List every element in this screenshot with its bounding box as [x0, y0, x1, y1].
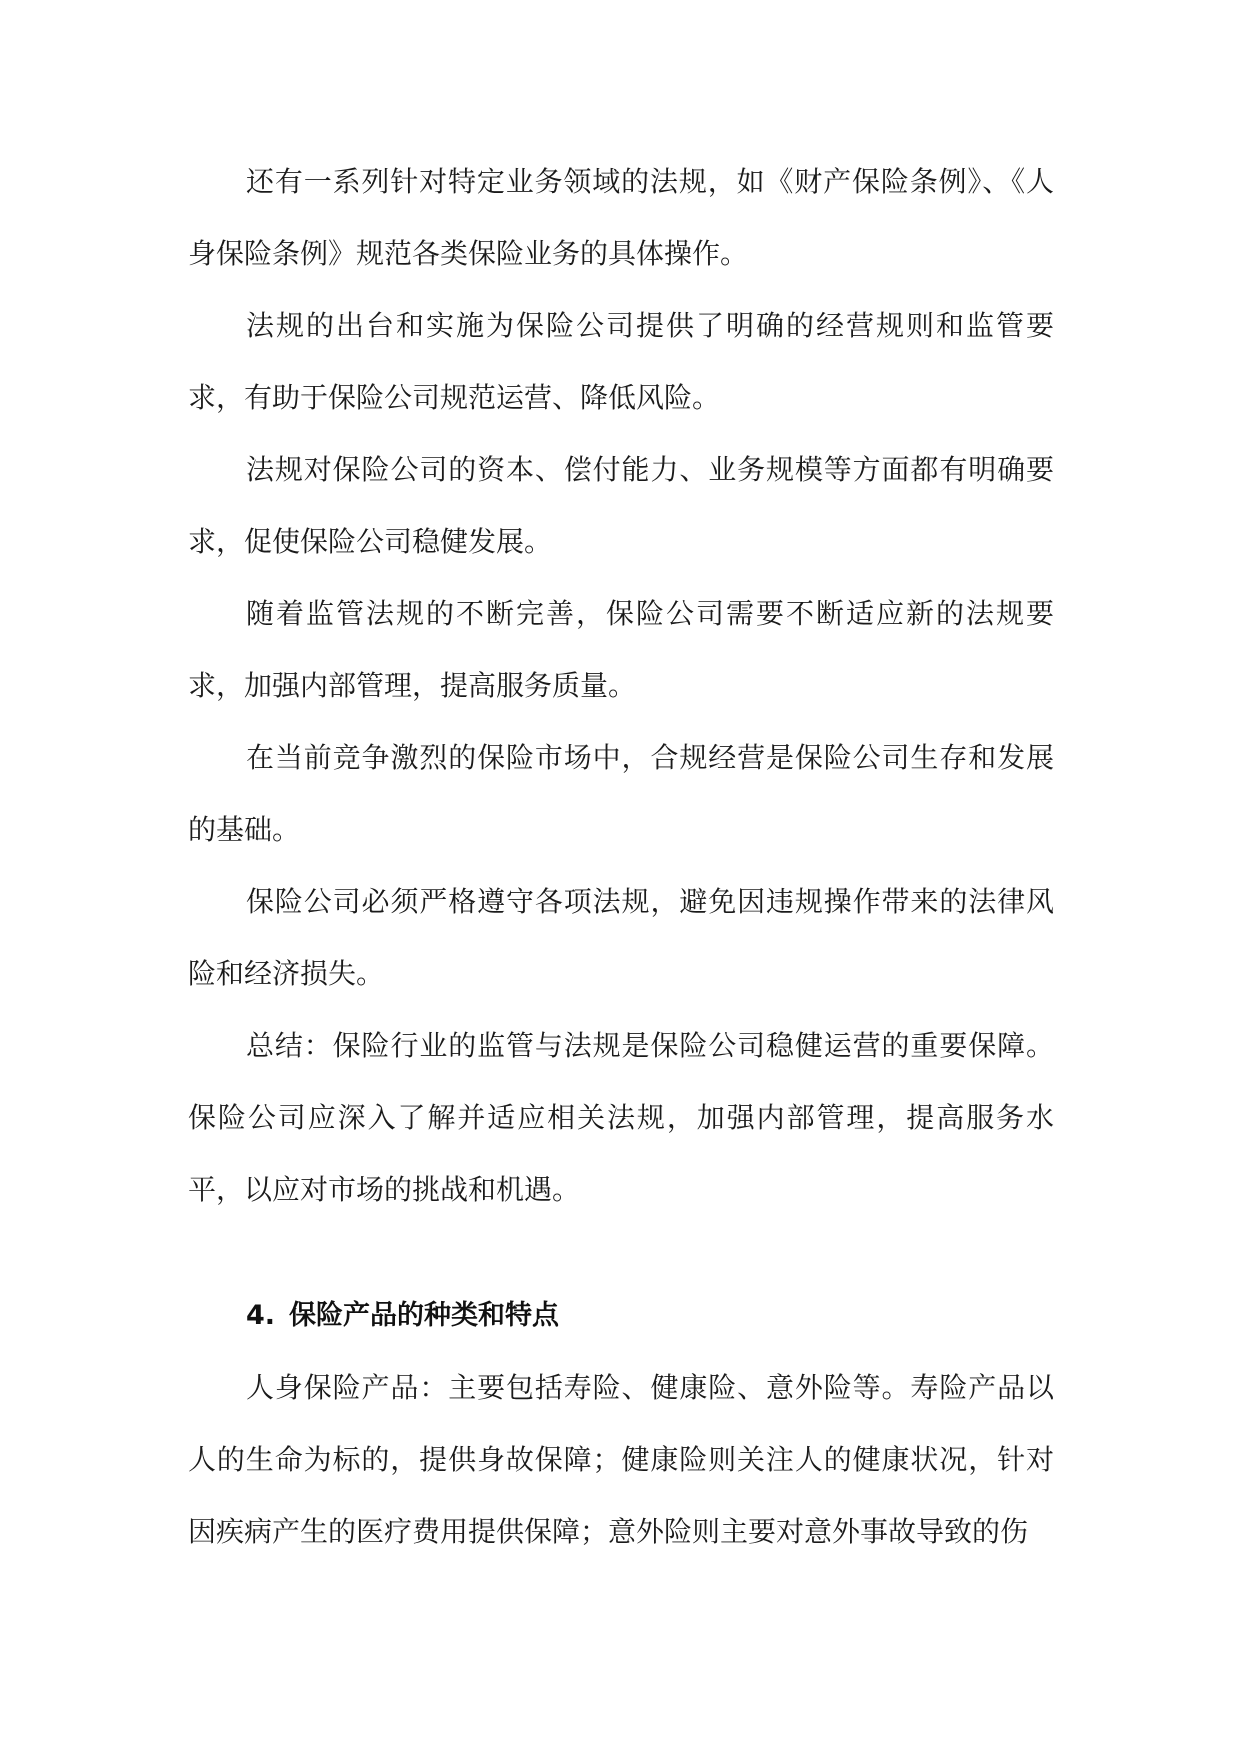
- paragraph-adapting-regulations: 随着监管法规的不断完善，保险公司需要不断适应新的法规要求，加强内部管理，提高服务质量。: [188, 597, 1054, 702]
- paragraph-compliance-risks: 保险公司必须严格遵守各项法规，避免因违规操作带来的法律风险和经济损失。: [188, 885, 1054, 990]
- section-heading: [188, 1280, 1054, 1352]
- paragraph-compliance-foundation: 在当前竞争激烈的保险市场中，合规经营是保险公司生存和发展的基础。: [188, 741, 1054, 846]
- paragraph-summary: 总结：保险行业的监管与法规是保险公司稳健运营的重要保障。保险公司应深入了解并适应相关法规，加强内部管理，提高服务水平，以应对市场的挑战和机遇。: [188, 1029, 1054, 1206]
- document-body: [188, 146, 1054, 1568]
- paragraph-capital-requirements: 法规对保险公司的资本、偿付能力、业务规模等方面都有明确要求，促使保险公司稳健发展。: [188, 453, 1054, 558]
- paragraph-additional-regulations: 还有一系列针对特定业务领域的法规，如《财产保险条例》、《人身保险条例》规范各类保险业务的具体操作。: [188, 165, 1054, 270]
- paragraph-life-insurance-products: 人身保险产品：主要包括寿险、健康险、意外险等。寿险产品以人的生命为标的，提供身故保障；健康险则关注人的健康状况，针对因疾病产生的医疗费用提供保障；意外险则主要对意外事故导致的伤: [188, 1371, 1054, 1548]
- paragraph-regulation-benefits: 法规的出台和实施为保险公司提供了明确的经营规则和监管要求，有助于保险公司规范运营、降低风险。: [188, 309, 1054, 414]
- section-title: 保险产品的种类和特点: [289, 1300, 560, 1331]
- section-number: 4.: [246, 1300, 276, 1331]
